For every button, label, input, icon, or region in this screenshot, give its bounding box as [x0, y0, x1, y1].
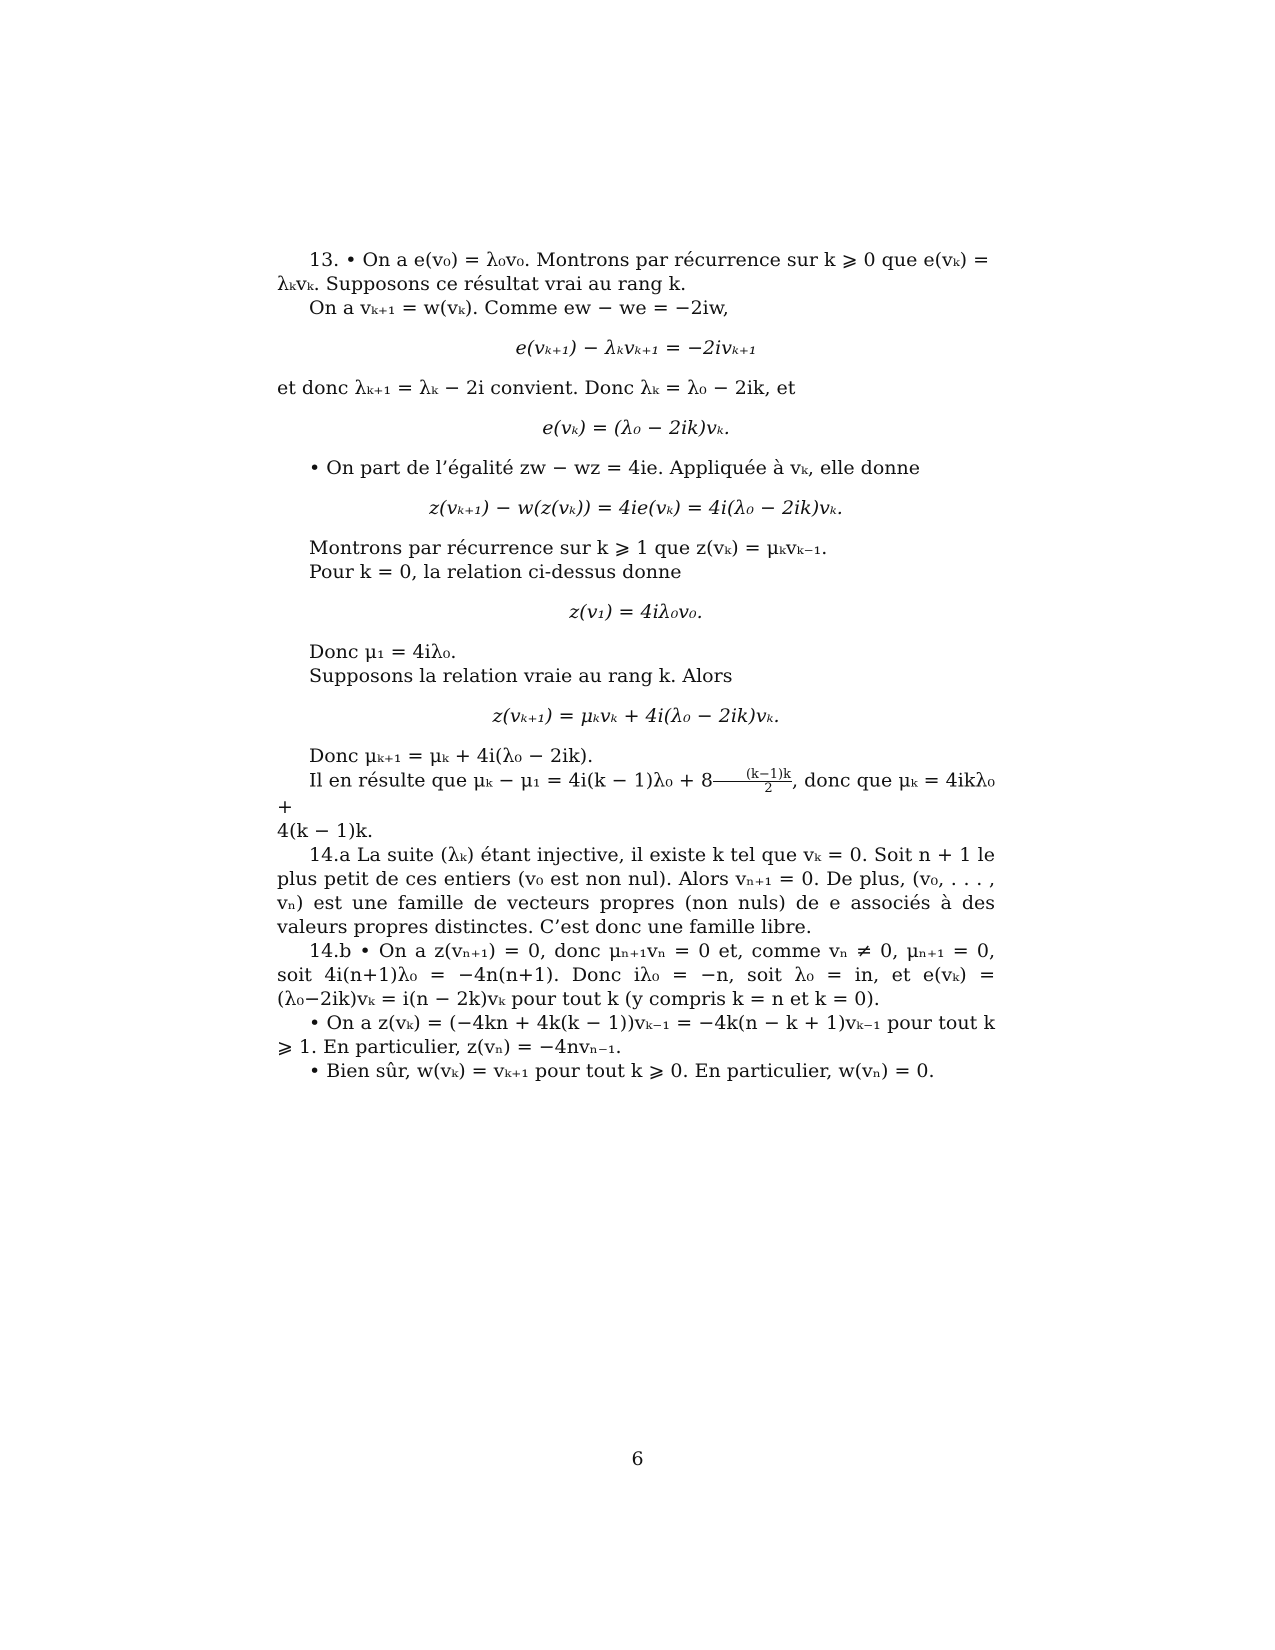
- paragraph-recurrence: On a vₖ₊₁ = w(vₖ). Comme ew − we = −2iw,: [309, 297, 729, 319]
- paragraph-13-line2: λₖvₖ. Supposons ce résultat vrai au rang k.: [277, 273, 687, 295]
- paragraph-mu-result-cont: 4(k − 1)k.: [277, 820, 374, 842]
- page-number: 6: [631, 1448, 644, 1470]
- mu-result-text-end: , donc que μₖ = 4ikλ₀ +: [277, 769, 995, 818]
- paragraph-commutator: • On part de l’égalité zw − wz = 4ie. Appliquée à vₖ, elle donne: [309, 457, 920, 479]
- paragraph-mu-claim: Montrons par récurrence sur k ⩾ 1 que z(vₖ) = μₖvₖ₋₁.: [309, 537, 828, 559]
- paragraph-14b: 14.b • On a z(vₙ₊₁) = 0, donc μₙ₊₁vₙ = 0 et, comme vₙ ≠ 0, μₙ₊₁ = 0, soit 4i(n+1)λ₀ = −4n(n+1). Donc iλ₀ = −n, soit λ₀ = in, et e(vₖ) = (λ₀−2ik)vₖ = i(n − 2k)vₖ pour tout k (y compris k = n et k = 0).: [277, 940, 995, 1010]
- fraction-denominator: 2: [764, 781, 773, 796]
- paragraph-z-vk: • On a z(vₖ) = (−4kn + 4k(k − 1))vₖ₋₁ = −4k(n − k + 1)vₖ₋₁ pour tout k ⩾ 1. En particulier, z(vₙ) = −4nvₙ₋₁.: [277, 1012, 995, 1058]
- paragraph-13-line1: 13. • On a e(v₀) = λ₀v₀. Montrons par récurrence sur k ⩾ 0 que e(vₖ) =: [309, 249, 990, 271]
- page-body: [277, 248, 995, 1083]
- equation-1: e(vₖ₊₁) − λₖvₖ₊₁ = −2ivₖ₊₁: [515, 337, 757, 359]
- equation-2: e(vₖ) = (λ₀ − 2ik)vₖ.: [542, 417, 730, 439]
- paragraph-14a: 14.a La suite (λₖ) étant injective, il existe k tel que vₖ = 0. Soit n + 1 le plus petit de ces entiers (v₀ est non nul). Alors vₙ₊₁ = 0. De plus, (v₀, . . . , vₙ) est une famille de vecteurs propres (non nuls) de e associés à des valeurs propres distinctes. C’est donc une famille libre.: [277, 844, 995, 938]
- paragraph-mu1: Donc μ₁ = 4iλ₀.: [309, 641, 457, 663]
- equation-4: z(v₁) = 4iλ₀v₀.: [569, 601, 703, 623]
- equation-3: z(vₖ₊₁) − w(z(vₖ)) = 4ie(vₖ) = 4i(λ₀ − 2ik)vₖ.: [429, 497, 843, 519]
- paragraph-mu-recurrence: Donc μₖ₊₁ = μₖ + 4i(λ₀ − 2ik).: [309, 745, 594, 767]
- mu-result-text-start: Il en résulte que μₖ − μ₁ = 4i(k − 1)λ₀ + 8: [309, 769, 713, 792]
- equation-5: z(vₖ₊₁) = μₖvₖ + 4i(λ₀ − 2ik)vₖ.: [492, 705, 780, 727]
- paragraph-lambda: et donc λₖ₊₁ = λₖ − 2i convient. Donc λₖ = λ₀ − 2ik, et: [277, 377, 796, 399]
- paragraph-k0: Pour k = 0, la relation ci-dessus donne: [309, 561, 682, 583]
- paragraph-mu-result: [277, 768, 995, 819]
- paragraph-w-vk: • Bien sûr, w(vₖ) = vₖ₊₁ pour tout k ⩾ 0. En particulier, w(vₙ) = 0.: [309, 1060, 935, 1082]
- fraction-numerator: (k−1)k: [713, 768, 792, 782]
- fraction: [713, 768, 792, 795]
- paragraph-induction: Supposons la relation vraie au rang k. Alors: [309, 665, 733, 687]
